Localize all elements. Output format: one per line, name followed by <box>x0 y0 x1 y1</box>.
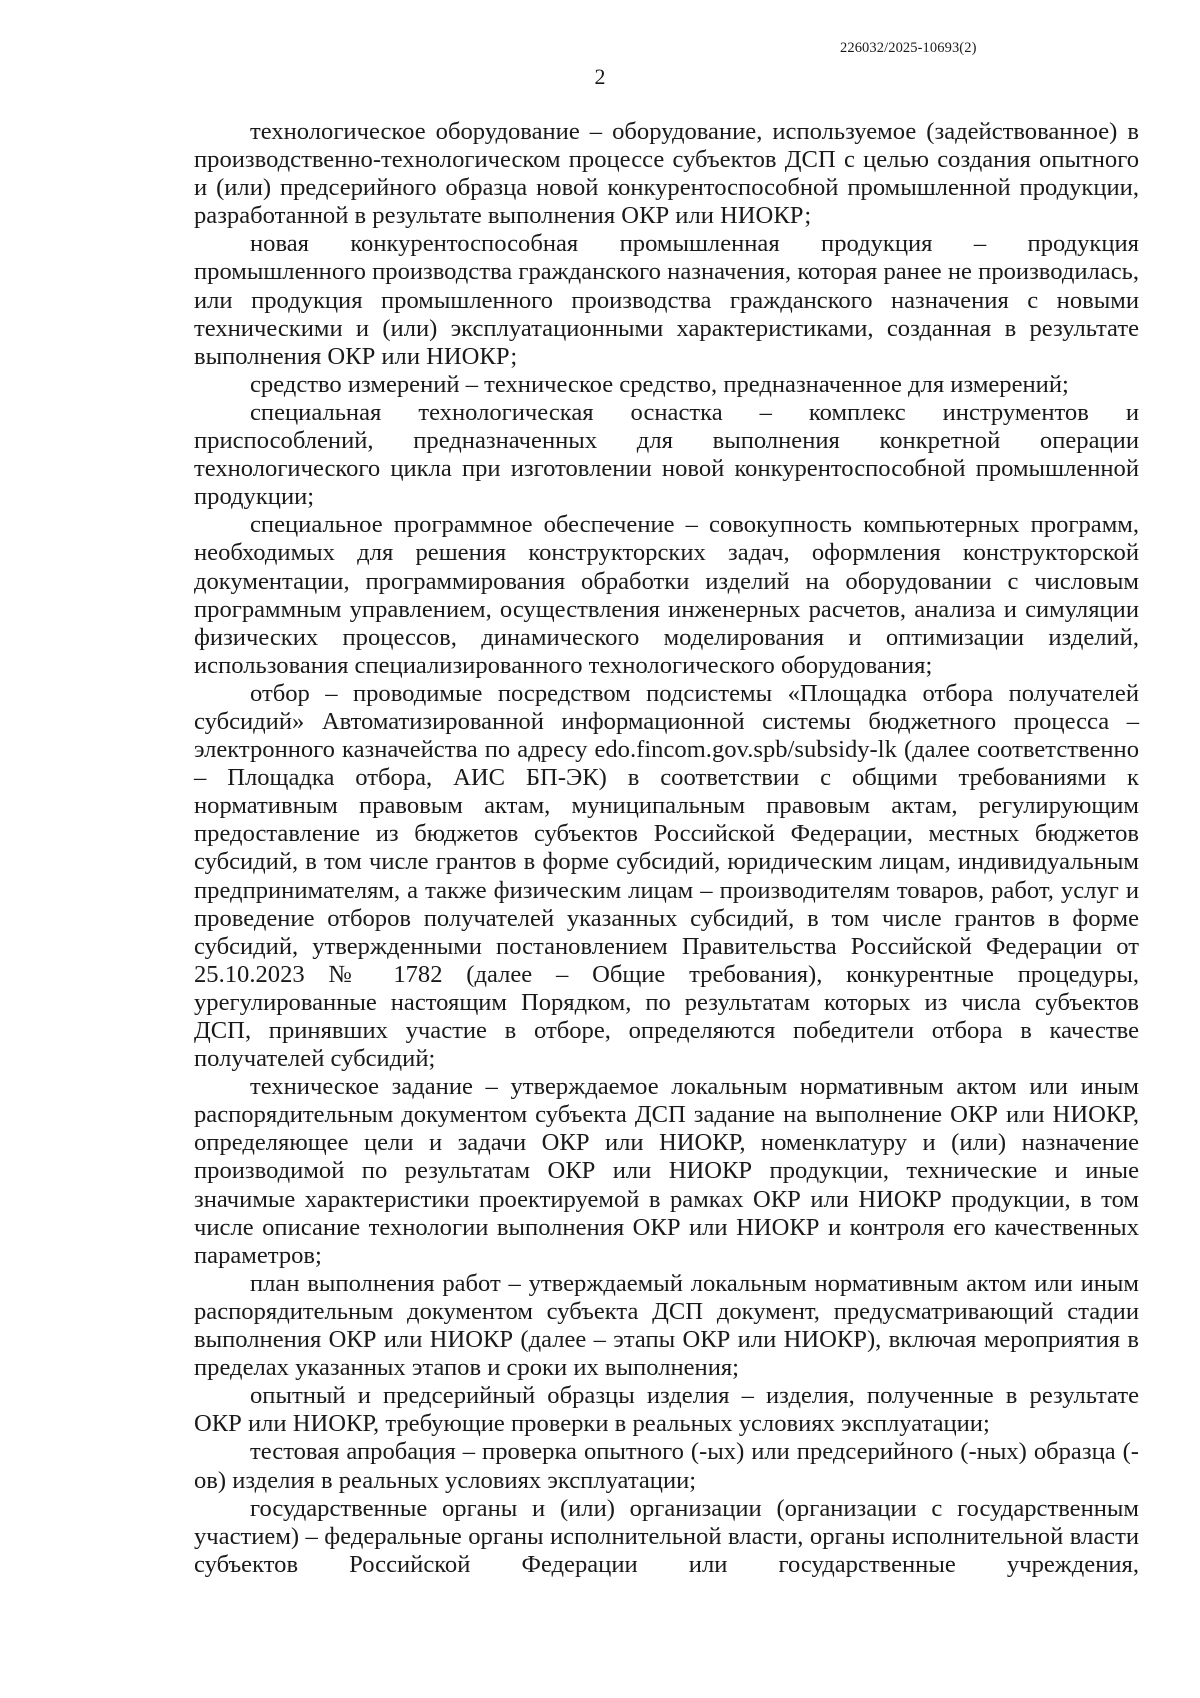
definition-selection: отбор – проводимые посредством подсистемы «Площадка отбора получателей субсидий» Автоматизированной информационной системы бюджетного процесса – электронного казначейства по адресу edo.fincom.gov.spb/subsidy-lk (далее соответственно – Площадка отбора, АИС БП-ЭК) в соответствии с общими требованиями к нормативным правовым актам, муниципальным правовым актам, регулирующим предоставление из бюджетов субъектов Российской Федерации, местных бюджетов субсидий, в том числе грантов в форме субсидий, юридическим лицам, индивидуальным предпринимателям, а также физическим лицам – производителям товаров, работ, услуг и проведение отборов получателей указанных субсидий, в том числе грантов в форме субсидий, утвержденными постановлением Правительства Российской Федерации от 25.10.2023 № 1782 (далее – Общие требования), конкурентные процедуры, урегулированные настоящим Порядком, по результатам которых из числа субъектов ДСП, принявших участие в отборе, определяются победители отбора в качестве получателей субсидий; <box>194 679 1139 1073</box>
definition-test-approbation: тестовая апробация – проверка опытного (-ых) или предсерийного (-ных) образца (-ов) изделия в реальных условиях эксплуатации; <box>194 1438 1139 1494</box>
document-body <box>194 118 1139 1579</box>
definition-special-software: специальное программное обеспечение – совокупность компьютерных программ, необходимых для решения конструкторских задач, оформления конструкторской документации, программирования обработки изделий на оборудовании с числовым программным управлением, осуществления инженерных расчетов, анализа и симуляции физических процессов, динамического моделирования и оптимизации изделий, использования специализированного технологического оборудования; <box>194 511 1139 679</box>
definition-measuring-instrument: средство измерений – техническое средство, предназначенное для измерений; <box>250 370 1069 398</box>
definition-technological-equipment: технологическое оборудование – оборудование, используемое (задействованное) в производственно-технологическом процессе субъектов ДСП с целью создания опытного и (или) предсерийного образца новой конкурентоспособной промышленной продукции, разработанной в результате выполнения ОКР или НИОКР; <box>194 118 1139 230</box>
definition-prototype-samples: опытный и предсерийный образцы изделия – изделия, полученные в результате ОКР или НИОКР, требующие проверки в реальных условиях эксплуатации; <box>194 1382 1139 1438</box>
page-number: 2 <box>594 64 606 89</box>
definition-work-plan: план выполнения работ – утверждаемый локальным нормативным актом или иным распорядительным документом субъекта ДСП документ, предусматривающий стадии выполнения ОКР или НИОКР (далее – этапы ОКР или НИОКР), включая мероприятия в пределах указанных этапов и сроки их выполнения; <box>194 1269 1139 1382</box>
document-registration-number: 226032/2025-10693(2) <box>840 40 977 56</box>
definition-state-bodies: государственные органы и (или) организации (организации с государственным участием) – федеральные органы исполнительной власти, органы исполнительной власти субъектов Российской Федерации или государственные учреждения, <box>194 1494 1139 1578</box>
definition-special-tooling: специальная технологическая оснастка – комплекс инструментов и приспособлений, предназначенных для выполнения конкретной операции технологического цикла при изготовлении новой конкурентоспособной промышленной продукции; <box>194 398 1139 511</box>
definition-new-competitive-product: новая конкурентоспособная промышленная продукция – продукция промышленного производства гражданского назначения, которая ранее не производилась, или продукция промышленного производства гражданского назначения с новыми техническими и (или) эксплуатационными характеристиками, созданная в результате выполнения ОКР или НИОКР; <box>194 230 1139 370</box>
definition-technical-specification: техническое задание – утверждаемое локальным нормативным актом или иным распорядительным документом субъекта ДСП задание на выполнение ОКР или НИОКР, определяющее цели и задачи ОКР или НИОКР, номенклатуру и (или) назначение производимой по результатам ОКР или НИОКР продукции, технические и иные значимые характеристики проектируемой в рамках ОКР или НИОКР продукции, в том числе описание технологии выполнения ОКР или НИОКР и контроля его качественных параметров; <box>194 1073 1139 1269</box>
